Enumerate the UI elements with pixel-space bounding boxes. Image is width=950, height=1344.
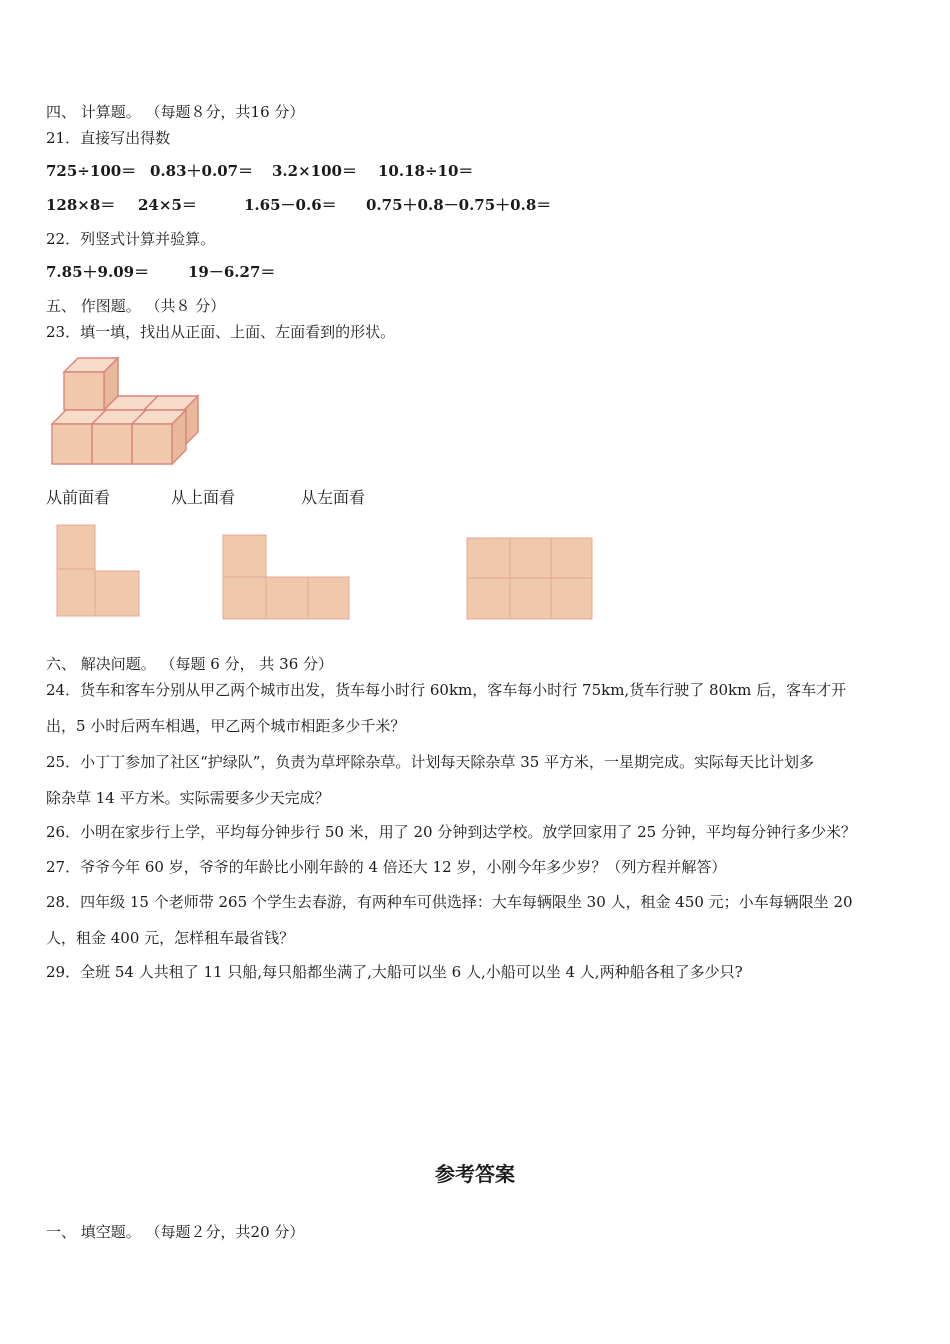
question-26: 26．小明在家步行上学，平均每分钟步行 50 米，用了 20 分钟到达学校。放学回家用了 25 分钟，平均每分钟行多少米？: [46, 823, 856, 841]
equation: 0.75＋0.8－0.75＋0.8＝: [366, 196, 552, 214]
equation: 10.18÷10＝: [378, 162, 474, 180]
question-29: 29．全班 54 人共租了 11 只船,每只船都坐满了,大船可以坐 6 人,小船可以坐 4 人,两种船各租了多少只?: [46, 963, 743, 981]
view-shape-2: [222, 534, 352, 622]
equation: 19－6.27＝: [188, 263, 276, 281]
answers-title: 参考答案: [435, 1162, 515, 1186]
section-5-title: 五、 作图题。 （共８ 分）: [46, 297, 226, 315]
question-24: 24．货车和客车分别从甲乙两个城市出发，货车每小时行 60km，客车每小时行 75km,货车行驶了 80km 后，客车才开: [46, 681, 847, 699]
equation: 24×5＝: [138, 196, 197, 214]
equation: 725÷100＝: [46, 162, 137, 180]
equation: 128×8＝: [46, 196, 116, 214]
question-28: 28．四年级 15 个老师带 265 个学生去春游，有两种车可供选择：大车每辆限坐 30 人，租金 450 元；小车每辆限坐 20: [46, 893, 853, 911]
equation: 0.83＋0.07＝: [150, 162, 254, 180]
view-label-top: 从上面看: [171, 488, 236, 507]
question-24-cont: 出，5 小时后两车相遇，甲乙两个城市相距多少千米？: [46, 717, 406, 735]
section-4-title: 四、 计算题。 （每题８分，共16 分）: [46, 103, 305, 121]
question-25-cont: 除杂草 14 平方米。实际需要多少天完成？: [46, 789, 330, 807]
view-label-front: 从前面看: [46, 488, 111, 507]
equation: 1.65－0.6＝: [244, 196, 337, 214]
view-shape-1: [56, 524, 142, 618]
view-shape-3: [466, 537, 594, 621]
view-label-left: 从左面看: [301, 488, 366, 507]
question-28-cont: 人，租金 400 元，怎样租车最省钱？: [46, 929, 295, 947]
equation: 7.85＋9.09＝: [46, 263, 150, 281]
section-6-title: 六、 解决问题。 （每题 6 分， 共 36 分）: [46, 655, 334, 673]
answers-section-1-title: 一、 填空题。 （每题２分，共20 分）: [46, 1223, 305, 1241]
question-25: 25．小丁丁参加了社区“护绿队”，负责为草坪除杂草。计划每天除杂草 35 平方米，一星期完成。实际每天比计划多: [46, 753, 815, 771]
question-23: 23．填一填，找出从正面、上面、左面看到的形状。: [46, 323, 396, 341]
question-22: 22．列竖式计算并验算。: [46, 230, 216, 248]
cube-stack-figure: [48, 352, 208, 470]
equation: 3.2×100＝: [272, 162, 357, 180]
question-21: 21．直接写出得数: [46, 129, 171, 147]
question-27: 27．爷爷今年 60 岁，爷爷的年龄比小刚年龄的 4 倍还大 12 岁，小刚今年多少岁？（列方程并解答）: [46, 858, 727, 876]
